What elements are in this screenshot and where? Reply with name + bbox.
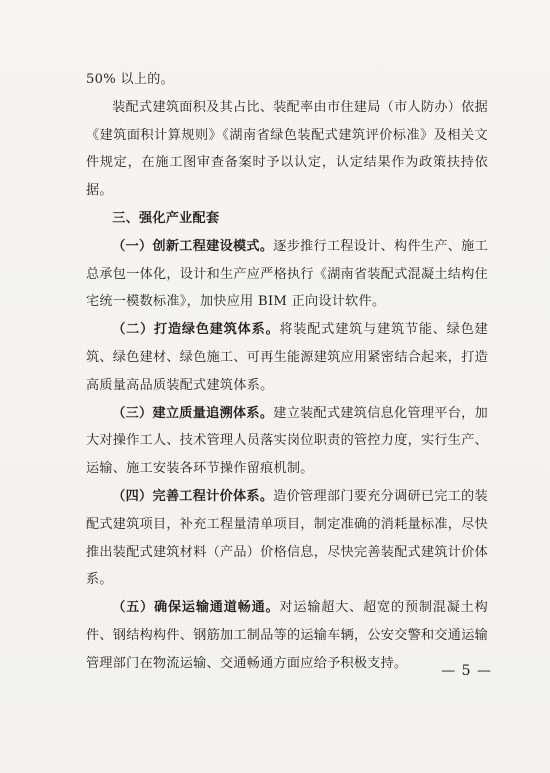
item-1-paragraph — [86, 233, 488, 316]
section-heading: 三、强化产业配套 — [112, 210, 220, 226]
item-4-lead: （四）完善工程计价体系。 — [112, 488, 274, 504]
item-4-text: 造价管理部门要充分调研已完工的装配式建筑项目，补充工程量清单项目，制定准确的消耗量标准，尽快推出装配式建筑材料（产品）价格信息，尽快完善装配式建筑计价体系。 — [86, 488, 488, 588]
item-5-paragraph — [86, 594, 488, 677]
continuation-line: 50% 以上的。 — [86, 72, 175, 87]
item-3-lead: （三）建立质量追溯体系。 — [112, 405, 274, 421]
recognition-paragraph: 装配式建筑面积及其占比、装配率由市住建局（市人防办）依据《建筑面积计算规则》《湖南省绿色装配式建筑评价标准》及相关文件规定，在施工图审查备案时予以认定，认定结果作为政策扶持依据。 — [86, 99, 488, 199]
item-3-text: 建立装配式建筑信息化管理平台，加大对操作工人、技术管理人员落实岗位职责的管控力度，实行生产、运输、施工安装各环节操作留痕机制。 — [86, 405, 488, 477]
item-4-paragraph — [86, 483, 488, 594]
item-1-lead: （一）创新工程建设模式。 — [112, 238, 274, 254]
item-2-text: 将装配式建筑与建筑节能、绿色建筑、绿色建材、绿色施工、可再生能源建筑应用紧密结合起来，打造高质量高品质装配式建筑体系。 — [86, 322, 488, 393]
item-2-lead: （二）打造绿色建筑体系。 — [112, 322, 280, 338]
item-3-paragraph — [86, 400, 488, 483]
item-5-text: 对运输超大、超宽的预制混凝土构件、钢结构构件、钢筋加工制品等的运输车辆，公安交警和交通运输管理部门在物流运输、交通畅通方面应给予积极支持。 — [86, 600, 488, 671]
document-body — [86, 66, 488, 678]
page-number: — 5 — — [441, 663, 492, 679]
item-2-paragraph — [86, 316, 488, 399]
item-1-text: 逐步推行工程设计、构件生产、施工总承包一体化，设计和生产应严格执行《湖南省装配式混凝土结构住宅统一模数标准》，加快应用 BIM 正向设计软件。 — [86, 238, 488, 310]
item-5-lead: （五）确保运输通道畅通。 — [112, 600, 280, 616]
